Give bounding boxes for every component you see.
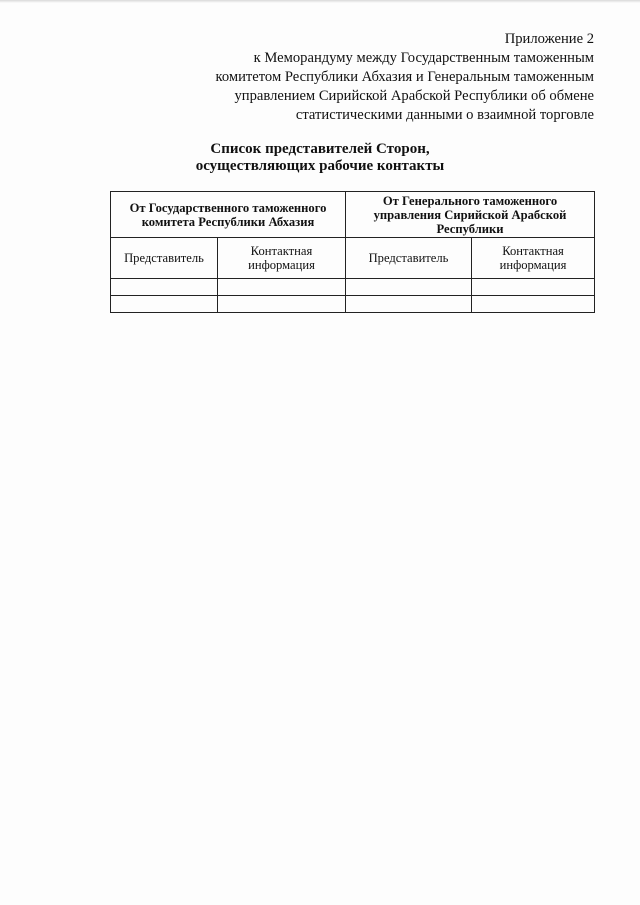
document-title bbox=[0, 141, 640, 175]
table-cell bbox=[346, 279, 472, 296]
table-row bbox=[111, 296, 595, 313]
table-cell bbox=[218, 279, 346, 296]
representatives-table-wrap bbox=[110, 191, 594, 313]
scan-edge bbox=[0, 0, 640, 3]
annex-line-1: к Меморандуму между Государственным таможенным bbox=[253, 50, 594, 66]
table-cell bbox=[111, 296, 218, 313]
table-row bbox=[111, 279, 595, 296]
header-row bbox=[111, 192, 595, 238]
annex-line-3: управлением Сирийской Арабской Республики об обмене bbox=[234, 88, 594, 104]
table-cell bbox=[472, 296, 595, 313]
subheader-contact-abkhazia: Контактная информация bbox=[218, 238, 346, 279]
subheader-representative-abkhazia: Представитель bbox=[111, 238, 218, 279]
table-cell bbox=[218, 296, 346, 313]
representatives-table bbox=[110, 191, 595, 313]
table-cell bbox=[346, 296, 472, 313]
annex-line-2: комитетом Республики Абхазия и Генеральным таможенным bbox=[215, 69, 594, 85]
header-abkhazia: От Государственного таможенного комитета Республики Абхазия bbox=[111, 192, 346, 238]
subheader-contact-syria: Контактная информация bbox=[472, 238, 595, 279]
annex-number: Приложение 2 bbox=[504, 31, 594, 47]
subheader-row bbox=[111, 238, 595, 279]
annex-line-4: статистическими данными о взаимной торговле bbox=[295, 107, 594, 123]
table-cell bbox=[472, 279, 595, 296]
title-line-1: Список представителей Сторон, bbox=[210, 141, 430, 157]
title-line-2: осуществляющих рабочие контакты bbox=[195, 158, 445, 174]
table-cell bbox=[111, 279, 218, 296]
subheader-representative-syria: Представитель bbox=[346, 238, 472, 279]
annex-block bbox=[164, 30, 594, 125]
header-syria: От Генерального таможенного управления Сирийской Арабской Республики bbox=[346, 192, 595, 238]
